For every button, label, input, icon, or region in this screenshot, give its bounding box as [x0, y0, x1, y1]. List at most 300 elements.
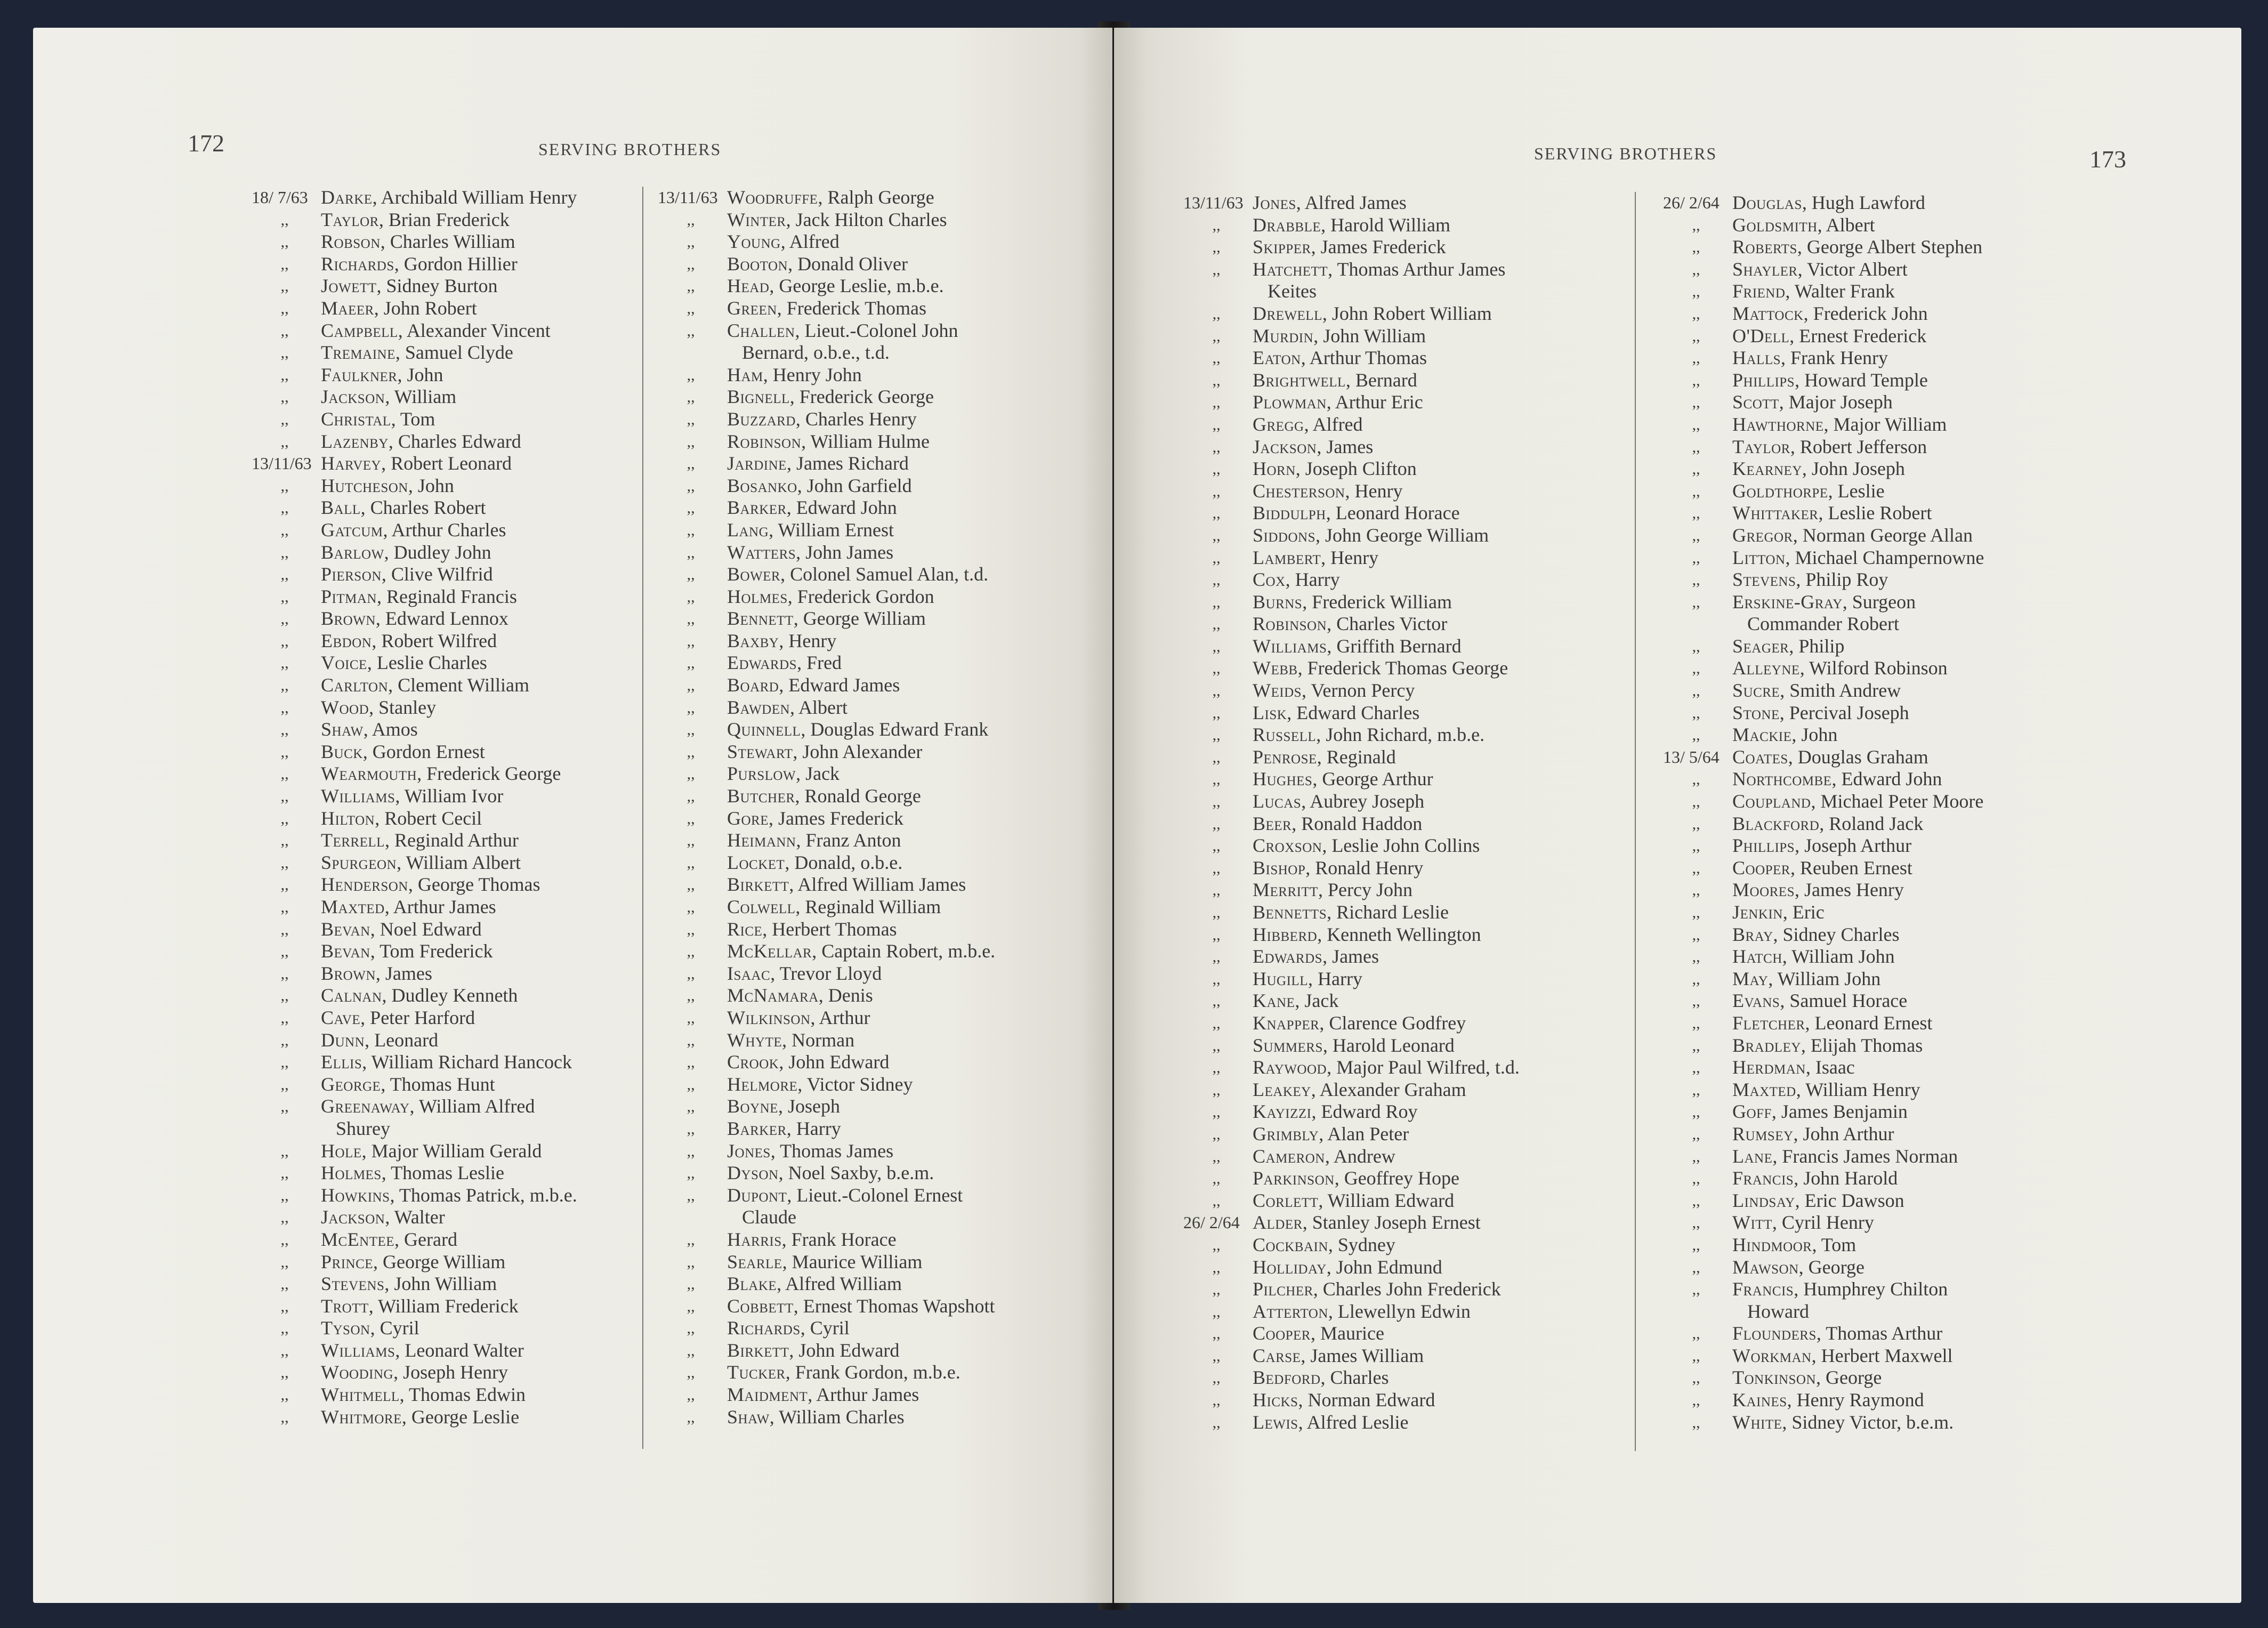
surname: Knapper [1253, 1012, 1320, 1034]
given-names: , Samuel Horace [1780, 990, 1908, 1012]
ditto-mark: ,, [687, 388, 695, 406]
given-names: , Michael Peter Moore [1811, 791, 1984, 812]
name-cell [1732, 791, 1983, 813]
entry-row [252, 1251, 667, 1274]
surname: Corlett [1253, 1189, 1319, 1211]
name-cell [727, 719, 988, 741]
ditto-mark: ,, [687, 410, 695, 428]
name-cell [1253, 436, 1373, 458]
given-names: , James Frederick [769, 807, 903, 829]
given-names: , George William [373, 1251, 506, 1272]
name-cell [321, 763, 561, 785]
given-names: , Alfred William James [789, 874, 966, 896]
surname: Cobbett [727, 1295, 794, 1317]
name-cell [727, 1162, 934, 1184]
surname: Leakey [1253, 1078, 1311, 1100]
given-names: , Ralph George [818, 187, 934, 208]
ditto-mark: ,, [687, 366, 695, 384]
ditto-mark: ,, [280, 1142, 289, 1160]
given-names: , William Hulme [801, 430, 930, 452]
surname: McKellar [727, 940, 812, 962]
given-names: , Arthur Thomas [1301, 347, 1427, 369]
surname: Spurgeon [321, 851, 397, 873]
surname: Whitmell [321, 1384, 400, 1406]
entry-row [252, 1074, 667, 1096]
name-column [1183, 192, 1599, 1433]
surname: Cockbain [1253, 1234, 1328, 1255]
given-names: , Sidney Burton [376, 275, 498, 297]
ditto-mark: ,, [1692, 549, 1700, 567]
given-names: , Francis James Norman [1772, 1145, 1958, 1167]
surname: Locket [727, 851, 785, 873]
name-cell [321, 1229, 457, 1251]
name-cell [727, 918, 897, 941]
name-cell [321, 431, 521, 453]
entry-row [252, 1295, 667, 1318]
name-cell [321, 586, 517, 608]
entry-row [1183, 414, 1599, 436]
entry-row [252, 1384, 667, 1406]
surname: Russell [1253, 724, 1317, 746]
ditto-mark: ,, [280, 1275, 289, 1293]
name-cell [1253, 458, 1417, 480]
entry-row [1183, 214, 1599, 237]
given-names: , Reginald [1317, 746, 1396, 768]
entry-row [1183, 303, 1599, 325]
name-cell [321, 519, 506, 542]
entry-row [1183, 547, 1599, 569]
entry-row [252, 1051, 667, 1074]
entry-row [1183, 857, 1599, 880]
surname: Williams [321, 1339, 396, 1361]
entry-row [1183, 613, 1599, 635]
surname: Lambert [1253, 546, 1321, 568]
surname: Booton [727, 253, 788, 275]
given-names: , Geoffrey Hope [1334, 1167, 1459, 1189]
given-names: , Edward John [1831, 768, 1942, 790]
name-cell [727, 231, 840, 253]
given-names: , Alfred [1304, 413, 1363, 435]
name-cell [1253, 1301, 1471, 1323]
ditto-mark: ,, [1212, 593, 1221, 611]
ditto-mark: ,, [280, 1386, 289, 1404]
surname: Mattock [1732, 302, 1804, 324]
entry-row [1663, 414, 2228, 436]
given-names: , Stanley [369, 696, 437, 718]
name-cell [1732, 591, 1916, 614]
given-names: , Harold William [1321, 214, 1450, 236]
surname: Jackson [1253, 436, 1317, 457]
name-cell [1732, 1035, 1923, 1057]
name-cell [727, 1095, 840, 1118]
ditto-mark: ,, [1692, 283, 1700, 301]
name-cell [727, 785, 921, 808]
name-cell [1253, 1190, 1454, 1212]
entry-row [252, 342, 667, 364]
given-names: , Joseph [778, 1095, 840, 1117]
ditto-mark: ,, [1212, 482, 1221, 500]
ditto-mark: ,, [687, 233, 695, 251]
ditto-mark: ,, [1692, 1214, 1700, 1232]
entry-row [1183, 1146, 1599, 1168]
entry-row [252, 719, 667, 741]
name-cell [1253, 369, 1417, 392]
entry-row [658, 586, 1112, 608]
surname: Flounders [1732, 1323, 1817, 1344]
given-names: , Harry [786, 1117, 841, 1139]
given-names: , Bernard [1345, 369, 1417, 391]
name-cell [1732, 236, 1982, 259]
surname: Bedford [1253, 1367, 1321, 1389]
name-cell [1732, 680, 1901, 702]
surname: Edwards [1253, 946, 1323, 968]
name-cell [727, 1295, 995, 1318]
surname: Hilton [321, 807, 375, 829]
name-cell [1253, 502, 1460, 525]
surname: Birkett [727, 1339, 789, 1361]
entry-row [1663, 746, 2228, 769]
name-cell [1732, 724, 1837, 746]
given-names: , Alexander Graham [1311, 1078, 1466, 1100]
surname: Heimann [727, 829, 796, 851]
entry-row [658, 364, 1112, 386]
ditto-mark: ,, [280, 344, 289, 362]
given-names: , Philip Roy [1796, 569, 1888, 591]
ditto-mark: ,, [687, 1053, 695, 1071]
entry-row [658, 519, 1112, 542]
name-cell [1732, 968, 1880, 990]
name-cell [1253, 480, 1402, 503]
name-cell [1732, 369, 1928, 392]
given-names: , James [1322, 946, 1379, 968]
given-names: , Cyril [800, 1317, 850, 1339]
ditto-mark: ,, [1692, 482, 1700, 500]
entry-row [658, 1317, 1112, 1340]
given-names: , Leonard Ernest [1805, 1012, 1933, 1034]
name-cell [1253, 990, 1338, 1012]
surname: Webb [1253, 657, 1298, 679]
entry-row [658, 453, 1112, 475]
surname: Hutcheson [321, 474, 408, 496]
name-cell [727, 563, 988, 586]
given-names: Commander Robert [1747, 613, 1899, 635]
entry-continuation [1663, 613, 2228, 635]
surname: Whyte [727, 1029, 782, 1051]
entry-row [252, 453, 667, 475]
given-names: , Charles Victor [1327, 613, 1448, 635]
name-cell [1732, 280, 1895, 303]
entry-row [658, 1140, 1112, 1163]
name-cell [1732, 1256, 1865, 1279]
given-names: , William Albert [397, 851, 521, 873]
surname: Burns [1253, 591, 1303, 612]
ditto-mark: ,, [1692, 1369, 1700, 1387]
ditto-mark: ,, [1212, 659, 1221, 678]
entry-row [658, 985, 1112, 1007]
entry-row [1183, 1123, 1599, 1146]
ditto-mark: ,, [687, 743, 695, 761]
surname: Summers [1253, 1034, 1323, 1056]
entry-row [658, 1118, 1112, 1140]
given-names: , Thomas Leslie [381, 1162, 505, 1184]
given-names: , Harold Leonard [1322, 1034, 1455, 1056]
date-cell: 18/ 7/63 [252, 188, 308, 207]
given-names: , George [1816, 1367, 1882, 1389]
ditto-mark: ,, [687, 1164, 695, 1182]
ditto-mark: ,, [1212, 216, 1221, 234]
entry-row [1183, 1167, 1599, 1190]
name-cell [321, 852, 521, 874]
entry-row [658, 1029, 1112, 1052]
name-cell [321, 1317, 419, 1340]
ditto-mark: ,, [687, 455, 695, 473]
ditto-mark: ,, [1692, 349, 1700, 367]
surname: Plowman [1253, 391, 1327, 413]
name-cell [727, 364, 862, 386]
name-cell [321, 1295, 519, 1318]
name-cell [1253, 1057, 1520, 1079]
given-names: , James Benjamin [1771, 1101, 1908, 1123]
surname: Siddons [1253, 524, 1315, 546]
name-cell [727, 896, 941, 918]
entry-row [1663, 436, 2228, 458]
ditto-mark: ,, [1212, 1280, 1221, 1299]
given-names: , John [1791, 724, 1838, 746]
name-cell [1253, 613, 1447, 635]
ditto-mark: ,, [280, 876, 289, 894]
surname: Taylor [321, 208, 379, 230]
name-cell [1253, 1079, 1466, 1101]
name-cell [727, 852, 902, 874]
surname: Jones [1253, 192, 1296, 213]
name-cell [321, 1340, 524, 1362]
ditto-mark: ,, [280, 1208, 289, 1227]
given-names: , Norman [782, 1029, 855, 1051]
entry-row [252, 1229, 667, 1251]
given-names: , Cyril Henry [1772, 1212, 1874, 1234]
name-cell [1253, 657, 1508, 680]
name-cell [727, 829, 901, 852]
entry-row [1663, 1146, 2228, 1168]
ditto-mark: ,, [1212, 1081, 1221, 1099]
given-names: , William Ivor [395, 785, 504, 807]
entry-row [1663, 569, 2228, 591]
surname: O'Dell [1732, 325, 1790, 346]
entry-row [252, 808, 667, 830]
name-cell [1253, 901, 1449, 924]
name-cell [1253, 1123, 1409, 1146]
given-names: , George Thomas [408, 874, 540, 896]
entry-row [1663, 1212, 2228, 1234]
name-cell [321, 475, 454, 497]
ditto-mark: ,, [1692, 216, 1700, 234]
name-cell [321, 297, 477, 320]
given-names: , Frederick John [1803, 302, 1928, 324]
name-cell [321, 1162, 504, 1184]
ditto-mark: ,, [1692, 1170, 1700, 1188]
given-names: , James William [1301, 1344, 1424, 1366]
ditto-mark: ,, [687, 543, 695, 561]
given-names: , Thomas Hunt [381, 1073, 495, 1095]
ditto-mark: ,, [687, 1142, 695, 1160]
name-column [252, 187, 667, 1428]
entry-row [1663, 702, 2228, 724]
entry-row [658, 297, 1112, 320]
name-cell [1253, 1101, 1417, 1123]
ditto-mark: ,, [280, 388, 289, 406]
entry-row [1663, 280, 2228, 303]
ditto-mark: ,, [1212, 925, 1221, 944]
ditto-mark: ,, [1212, 748, 1221, 766]
ditto-mark: ,, [687, 876, 695, 894]
given-names: , Clarence Godfrey [1319, 1012, 1466, 1034]
surname: Merritt [1253, 879, 1318, 901]
ditto-mark: ,, [1692, 925, 1700, 944]
ditto-mark: ,, [687, 1230, 695, 1248]
surname: Raywood [1253, 1057, 1327, 1078]
given-names: , Thomas Arthur James [1328, 258, 1506, 280]
entry-row [658, 652, 1112, 674]
ditto-mark: ,, [280, 853, 289, 872]
surname: Trott [321, 1295, 369, 1317]
surname: Bevan [321, 940, 370, 962]
entry-row [252, 940, 667, 963]
surname: Cox [1253, 569, 1286, 591]
left-page [33, 28, 1112, 1603]
name-cell [1732, 1212, 1874, 1234]
given-names: , Alan Peter [1319, 1123, 1409, 1145]
name-cell [727, 408, 917, 431]
given-names: , Clive Wilfrid [381, 563, 493, 585]
surname: Douglas [1732, 192, 1802, 213]
given-names: , Ronald George [795, 785, 921, 807]
surname: Drewell [1253, 302, 1322, 324]
name-cell [321, 608, 509, 630]
given-names: , William Richard Hancock [362, 1051, 572, 1073]
ditto-mark: ,, [280, 698, 289, 716]
entry-row [252, 763, 667, 785]
entry-row [1663, 1167, 2228, 1190]
given-names: , Griffith Bernard [1327, 635, 1462, 657]
ditto-mark: ,, [1212, 504, 1221, 522]
name-cell [321, 542, 491, 564]
name-cell [727, 475, 912, 497]
name-cell [321, 1273, 497, 1295]
entry-row [1183, 702, 1599, 724]
ditto-mark: ,, [1212, 1059, 1221, 1077]
entry-row [658, 253, 1112, 276]
entry-row [1183, 746, 1599, 769]
given-names: , Ronald Henry [1305, 857, 1424, 879]
ditto-mark: ,, [1692, 393, 1700, 412]
given-names: , Jack [1295, 990, 1339, 1012]
entry-row [252, 586, 667, 608]
name-cell [1732, 1301, 1809, 1323]
given-names: , William [385, 386, 457, 408]
ditto-mark: ,, [280, 432, 289, 450]
date-cell: 13/ 5/64 [1663, 747, 1720, 767]
entry-row [1663, 1345, 2228, 1367]
name-cell [727, 431, 930, 453]
given-names: , Richard Leslie [1327, 901, 1449, 923]
name-cell [727, 1118, 841, 1140]
name-cell [1732, 502, 1932, 525]
ditto-mark: ,, [280, 1253, 289, 1271]
entry-row [658, 697, 1112, 719]
given-names: , Sydney [1328, 1234, 1395, 1255]
ditto-mark: ,, [687, 721, 695, 739]
ditto-mark: ,, [687, 1075, 695, 1093]
ditto-mark: ,, [687, 432, 695, 450]
name-cell [1253, 347, 1427, 369]
ditto-mark: ,, [280, 299, 289, 317]
entry-row [1183, 1301, 1599, 1323]
name-cell [321, 1118, 390, 1140]
surname: Lewis [1253, 1411, 1298, 1433]
entry-row [1663, 591, 2228, 614]
surname: Francis [1732, 1167, 1794, 1189]
entry-row [252, 275, 667, 297]
ditto-mark: ,, [1212, 1302, 1221, 1320]
name-cell [1732, 613, 1899, 635]
surname: Jowett [321, 275, 377, 297]
name-cell [1253, 1035, 1455, 1057]
surname: Stone [1732, 702, 1780, 723]
surname: Colwell [727, 896, 796, 917]
surname: Stevens [1732, 569, 1796, 591]
ditto-mark: ,, [1692, 1147, 1700, 1165]
ditto-mark: ,, [687, 321, 695, 340]
given-names: , John James [796, 541, 894, 563]
ditto-mark: ,, [1212, 1125, 1221, 1143]
entry-row [658, 497, 1112, 519]
given-names: , Edward Roy [1311, 1101, 1418, 1123]
name-cell [1253, 1389, 1435, 1412]
ditto-mark: ,, [280, 321, 289, 340]
surname: Blake [727, 1273, 777, 1295]
given-names: , Dudley John [384, 541, 491, 563]
ditto-mark: ,, [1692, 526, 1700, 544]
entry-row [1663, 768, 2228, 791]
name-cell [1732, 391, 1893, 414]
name-cell [1253, 768, 1433, 791]
entry-row [658, 829, 1112, 852]
entry-row [658, 1273, 1112, 1295]
name-cell [1253, 525, 1489, 547]
ditto-mark: ,, [687, 898, 695, 916]
entry-continuation [658, 342, 1112, 364]
given-names: , Albert [1817, 214, 1875, 236]
surname: Jackson [321, 386, 385, 408]
ditto-mark: ,, [1212, 726, 1221, 744]
name-cell [321, 1074, 495, 1096]
surname: Boyne [727, 1095, 778, 1117]
ditto-mark: ,, [1692, 238, 1700, 256]
given-names: , Stanley Joseph Ernest [1302, 1212, 1481, 1234]
entry-row [1183, 901, 1599, 924]
name-cell [1253, 591, 1452, 614]
surname: Pierson [321, 563, 382, 585]
name-cell [727, 519, 894, 542]
ditto-mark: ,, [1212, 970, 1221, 988]
entry-row [658, 408, 1112, 431]
entry-row [252, 829, 667, 852]
name-cell [1253, 879, 1413, 901]
ditto-mark: ,, [280, 898, 289, 916]
ditto-mark: ,, [1212, 571, 1221, 589]
entry-row [252, 1340, 667, 1362]
given-names: , Roland Jack [1819, 812, 1924, 834]
